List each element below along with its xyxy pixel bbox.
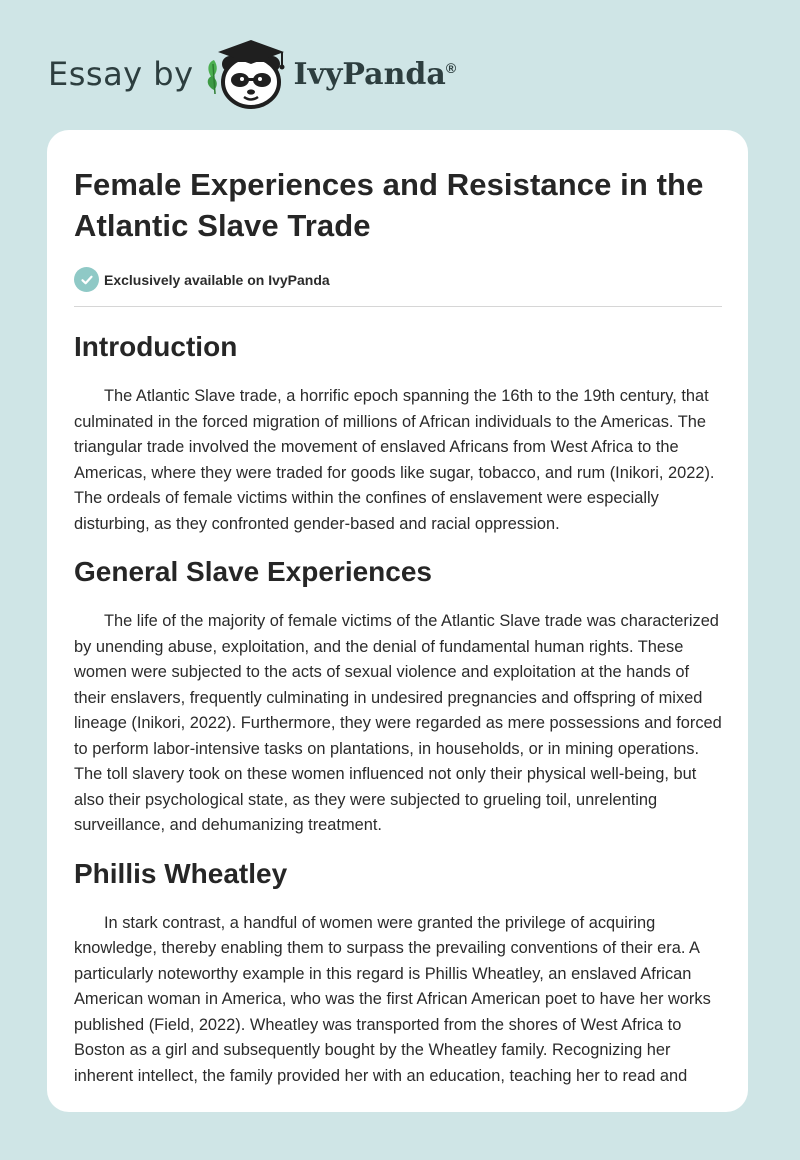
article-title: Female Experiences and Resistance in the Atlantic Slave Trade — [74, 167, 704, 243]
section-general-slave-experiences — [74, 555, 722, 839]
section-heading: General Slave Experiences — [74, 556, 432, 587]
section-phillis-wheatley — [74, 857, 722, 1090]
section-heading: Introduction — [74, 331, 238, 362]
exclusive-badge — [74, 267, 722, 292]
section-paragraph: The Atlantic Slave trade, a horrific epoch spanning the 16th to the 19th century, that culminated in the forced migration of millions of African individuals to the Americas. The triangular trade involved the movement of enslaved Africans from West Africa to the Americas, where they were traded for goods like sugar, tobacco, and rum (Inikori, 2022). The ordeals of female victims within the confines of enslavement were especially disturbing, as they confronted gender-based and racial oppression. — [74, 387, 715, 533]
check-circle-icon — [74, 267, 99, 292]
divider — [74, 306, 722, 307]
logo-prefix: Essay by — [48, 55, 194, 93]
section-paragraph: The life of the majority of female victims of the Atlantic Slave trade was characterized by unending abuse, exploitation, and the denial of fundamental human rights. These women were subjected to the acts of sexual violence and exploitation at the hands of their enslavers, frequently culminating in undesired pregnancies and offspring of mixed lineage (Inikori, 2022). Furthermore, they were regarded as mere possessions and forced to perform labor-intensive tasks on plantations, in households, or in mining operations. The toll slavery took on these women influenced not only their physical well-being, but also their psychological state, as they were subjected to grueling toil, unrelenting surveillance, and dehumanizing treatment. — [74, 612, 722, 834]
logo-brand-name: IvyPanda® — [293, 56, 457, 92]
registered-mark: ® — [445, 59, 457, 76]
panda-graduate-icon — [204, 34, 292, 114]
section-introduction — [74, 330, 722, 537]
section-heading: Phillis Wheatley — [74, 857, 288, 889]
badge-label: Exclusively available on IvyPanda — [104, 271, 330, 288]
article-card — [47, 130, 748, 1112]
section-paragraph: In stark contrast, a handful of women were granted the privilege of acquiring knowledge, thereby enabling them to surpass the prevailing conventions of their era. A particularly noteworthy example in this regard is Phillis Wheatley, an enslaved African American woman in America, who was the first African American poet to have her works published (Field, 2022). Wheatley was transported from the shores of West Africa to Boston as a girl and subsequently bought by the Wheatley family. Recognizing her inherent intellect, the family provided her with an education, teaching her to read and — [74, 913, 711, 1085]
site-logo[interactable] — [48, 34, 456, 114]
